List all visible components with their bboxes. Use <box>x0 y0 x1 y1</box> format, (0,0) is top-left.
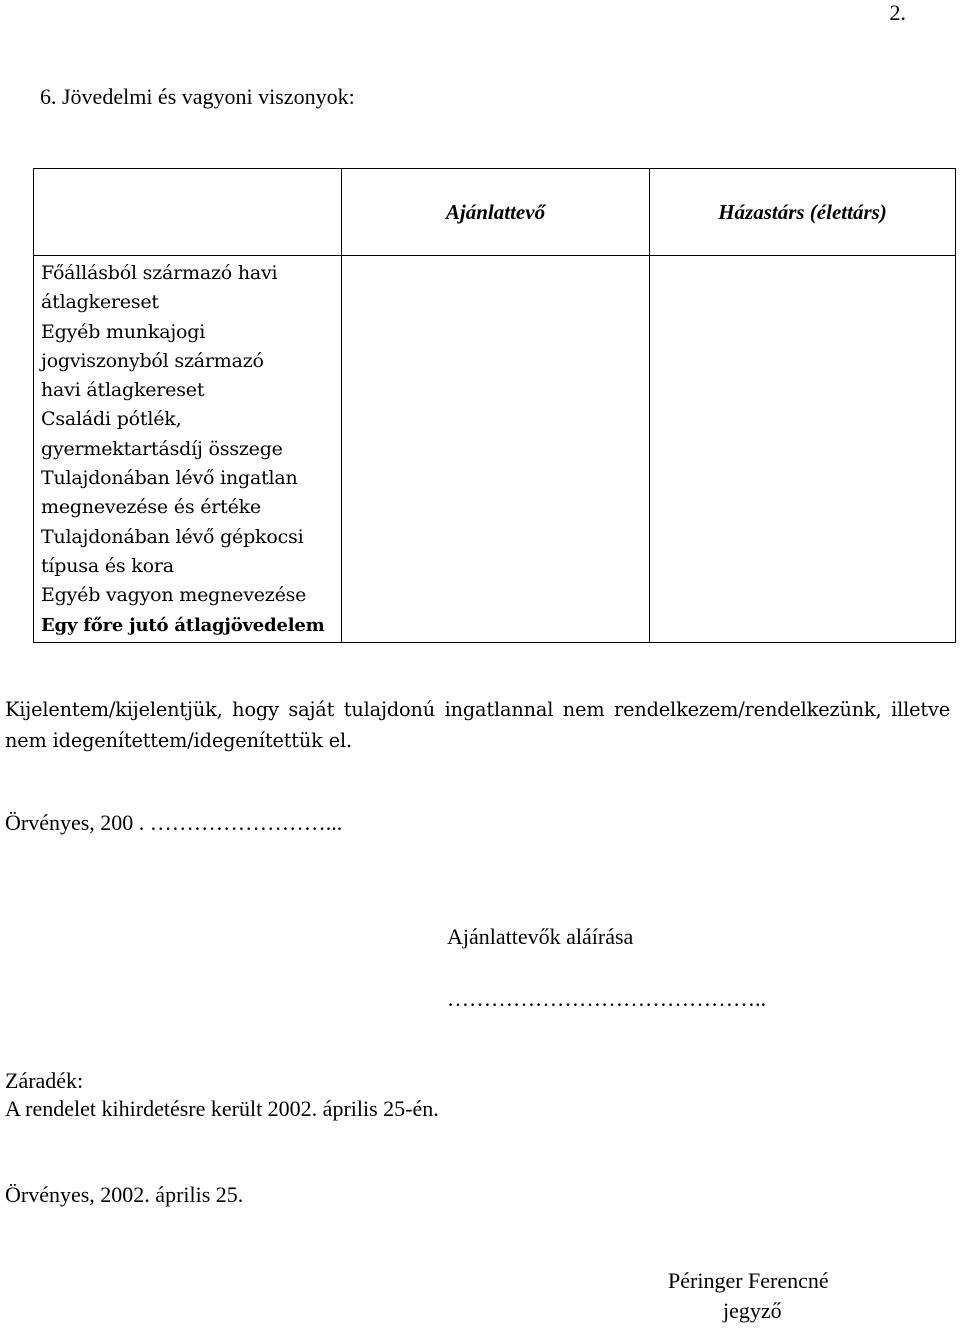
income-assets-table <box>33 168 956 643</box>
signature-line: …………………………………….. <box>447 986 766 1011</box>
clause-label: Záradék: <box>5 1068 84 1093</box>
row-label-vehicle: Tulajdonában lévő gépkocsi típusa és kora <box>41 525 304 577</box>
row-label-per-capita-income: Egy főre jutó átlagjövedelem <box>41 614 325 636</box>
page-number: 2. <box>889 0 906 25</box>
header-applicant: Ajánlattevő <box>342 169 650 256</box>
row-label-real-estate: Tulajdonában lévő ingatlan megnevezése és értéke <box>41 467 298 519</box>
row-label-main-income: Főállásból származó havi átlagkereset <box>41 262 278 314</box>
section-title: 6. Jövedelmi és vagyoni viszonyok: <box>40 84 355 109</box>
applicant-values-cell <box>342 256 650 643</box>
spouse-values-cell <box>650 256 956 643</box>
issued-date: Örvényes, 2002. április 25. <box>5 1182 244 1207</box>
clause-text: A rendelet kihirdetésre került 2002. április 25-én. <box>5 1096 439 1121</box>
declaration-text: Kijelentem/kijelentjük, hogy saját tulajdonú ingatlannal nem rendelkezem/rendelkezünk, illetve nem idegenítettem/idegenítettük el. <box>5 698 950 752</box>
row-labels-cell <box>34 256 342 643</box>
place-date-line: Örvényes, 200 . ……………………... <box>5 810 343 835</box>
header-spouse: Házastárs (élettárs) <box>650 169 956 256</box>
table-body-row <box>34 256 956 643</box>
row-label-family-allowance: Családi pótlék, gyermektartásdíj összege <box>41 408 283 460</box>
notary-title: jegyző <box>723 1298 782 1323</box>
notary-name: Péringer Ferencné <box>668 1268 829 1293</box>
row-label-other-assets: Egyéb vagyon megnevezése <box>41 584 307 607</box>
signature-label: Ajánlattevők aláírása <box>447 924 634 949</box>
row-label-other-income: Egyéb munkajogi jogviszonyból származó havi átlagkereset <box>41 320 264 402</box>
header-empty-cell <box>34 169 342 256</box>
table-header-row <box>34 169 956 256</box>
